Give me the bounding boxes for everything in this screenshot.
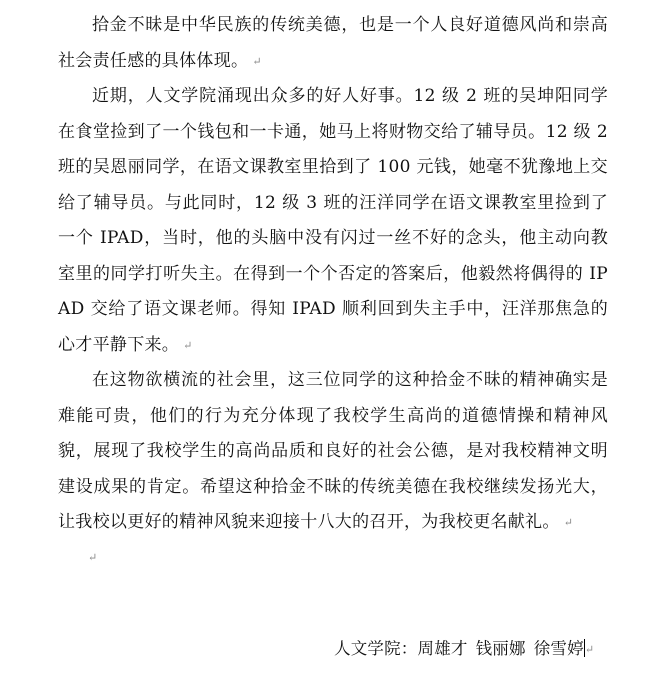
blank-paragraph [58,541,608,576]
signature-prefix: 人文学院： [334,639,418,658]
paragraph-events [58,79,608,363]
paragraph-mark-icon: ↵ [183,338,193,352]
signature-name: 周雄才 [417,639,468,658]
paragraph-mark-icon: ↵ [563,516,574,529]
document-body [58,8,608,576]
paragraph-events-text: 近期，人文学院涌现出众多的好人好事。12 级 2 班的吴坤阳同学在食堂捡到了一个钱包和一卡通，她马上将财物交给了辅导员。12 级 2 班的吴恩丽同学，在语文课教室里拾到了 100 元钱，她毫不犹豫地上交给了辅导员。与此同时，12 级 3 班的汪洋同学在语文课教室里捡到了一个 IPAD，当时，他的头脑中没有闪过一丝不好的念头，他主动向教室里的同学打听失主。在得到一个个否定的答案后，他毅然将偶得的 IPAD 交给了语文课老师。得知 IPAD 顺利回到失主手中，汪洋那焦急的心才平静下来。 [58,86,608,355]
signature-name: 徐雪婷 [533,639,584,658]
signature-name: 钱丽娜 [475,639,526,658]
paragraph-conclusion-text: 在这物欲横流的社会里，这三位同学的这种拾金不昧的精神确实是难能可贵，他们的行为充分体现了我校学生高尚的道德情操和精神风貌，展现了我校学生的高尚品质和良好的社会公德，是对我校精神文明建设成果的肯定。希望这种拾金不昧的传统美德在我校继续发扬光大，让我校以更好的精神风貌来迎接十八大的召开，为我校更名献礼。 [58,370,608,532]
paragraph-intro-text: 拾金不昧是中华民族的传统美德，也是一个人良好道德风尚和崇高社会责任感的具体体现。 [58,15,608,71]
paragraph-mark-icon: ↵ [584,643,595,656]
paragraph-intro [58,8,608,79]
paragraph-mark-icon: ↵ [88,550,98,564]
paragraph-mark-icon: ↵ [252,54,262,68]
paragraph-conclusion [58,363,608,541]
signature-line [334,635,594,659]
